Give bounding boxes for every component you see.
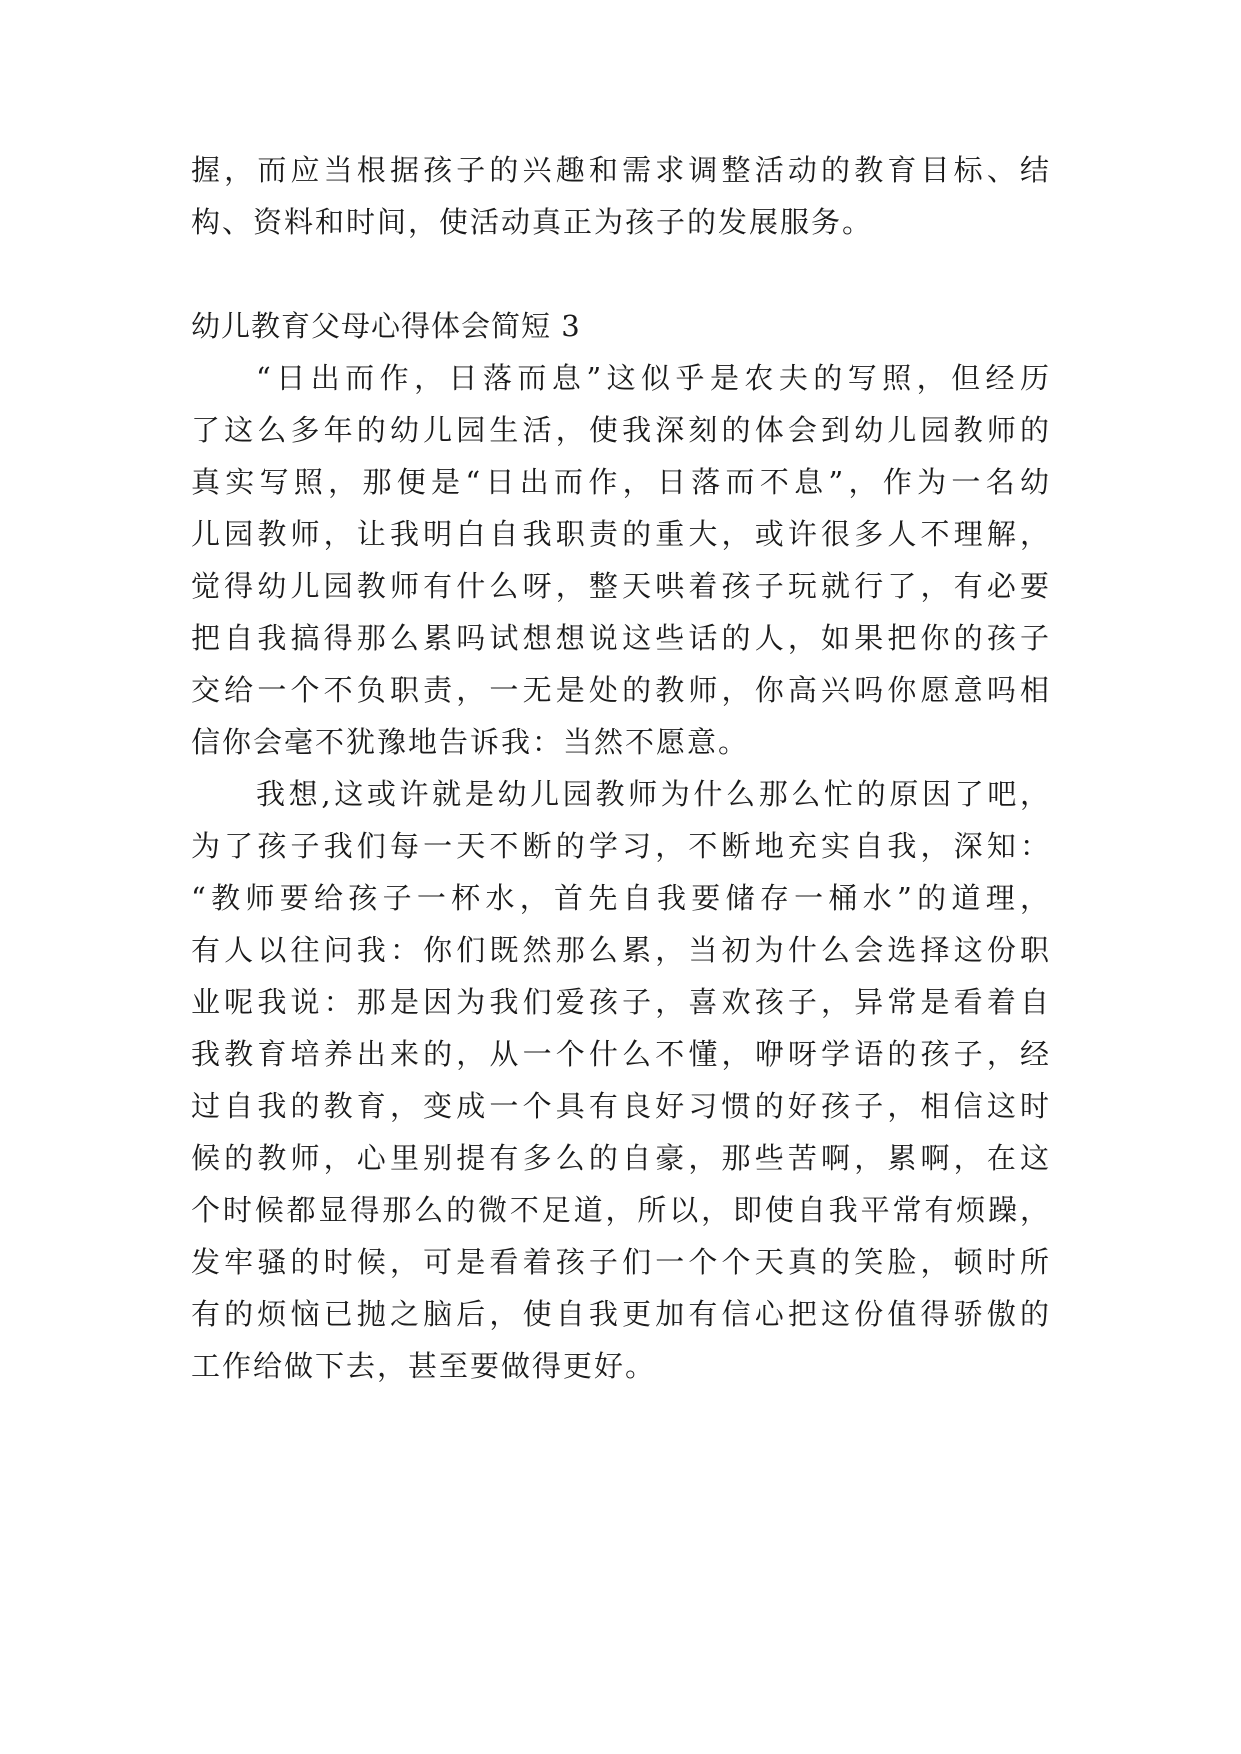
text-line: 信你会毫不犹豫地告诉我：当然不愿意。 [191, 725, 750, 759]
text-line: 我教育培养出来的，从一个什么不懂，咿呀学语的孩子，经 [191, 1037, 1051, 1071]
text-line: 觉得幼儿园教师有什么呀，整天哄着孩子玩就行了，有必要 [191, 569, 1051, 603]
text-line: 过自我的教育，变成一个具有良好习惯的好孩子，相信这时 [191, 1089, 1051, 1123]
text-line: 了这么多年的幼儿园生活，使我深刻的体会到幼儿园教师的 [191, 413, 1051, 447]
text-line: 有人以往问我：你们既然那么累，当初为什么会选择这份职 [191, 933, 1051, 967]
text-line: 发牢骚的时候，可是看着孩子们一个个天真的笑脸，顿时所 [191, 1245, 1051, 1279]
text-line: 有的烦恼已抛之脑后，使自我更加有信心把这份值得骄傲的 [191, 1297, 1051, 1331]
text-line: “日出而作，日落而息”这似乎是农夫的写照，但经历 [256, 361, 1051, 395]
text-line: 握，而应当根据孩子的兴趣和需求调整活动的教育目标、结 [191, 153, 1051, 187]
section-title: 幼儿教育父母心得体会简短 3 [191, 309, 581, 343]
text-line: 工作给做下去，甚至要做得更好。 [191, 1349, 657, 1383]
text-line: 构、资料和时间，使活动真正为孩子的发展服务。 [191, 205, 874, 239]
text-line: 为了孩子我们每一天不断的学习，不断地充实自我，深知： [191, 829, 1051, 863]
text-line: 个时候都显得那么的微不足道，所以，即使自我平常有烦躁， [191, 1193, 1051, 1227]
text-line: 我想,这或许就是幼儿园教师为什么那么忙的原因了吧， [256, 777, 1051, 811]
text-line: 业呢我说：那是因为我们爱孩子，喜欢孩子，异常是看着自 [191, 985, 1051, 1019]
text-line: “教师要给孩子一杯水，首先自我要储存一桶水”的道理， [191, 881, 1051, 915]
text-line: 候的教师，心里别提有多么的自豪，那些苦啊，累啊，在这 [191, 1141, 1051, 1175]
text-line: 交给一个不负职责，一无是处的教师，你高兴吗你愿意吗相 [191, 673, 1051, 707]
text-line: 真实写照，那便是“日出而作，日落而不息”，作为一名幼 [191, 465, 1051, 499]
text-line: 把自我搞得那么累吗试想想说这些话的人，如果把你的孩子 [191, 621, 1051, 655]
text-line: 儿园教师，让我明白自我职责的重大，或许很多人不理解， [191, 517, 1051, 551]
